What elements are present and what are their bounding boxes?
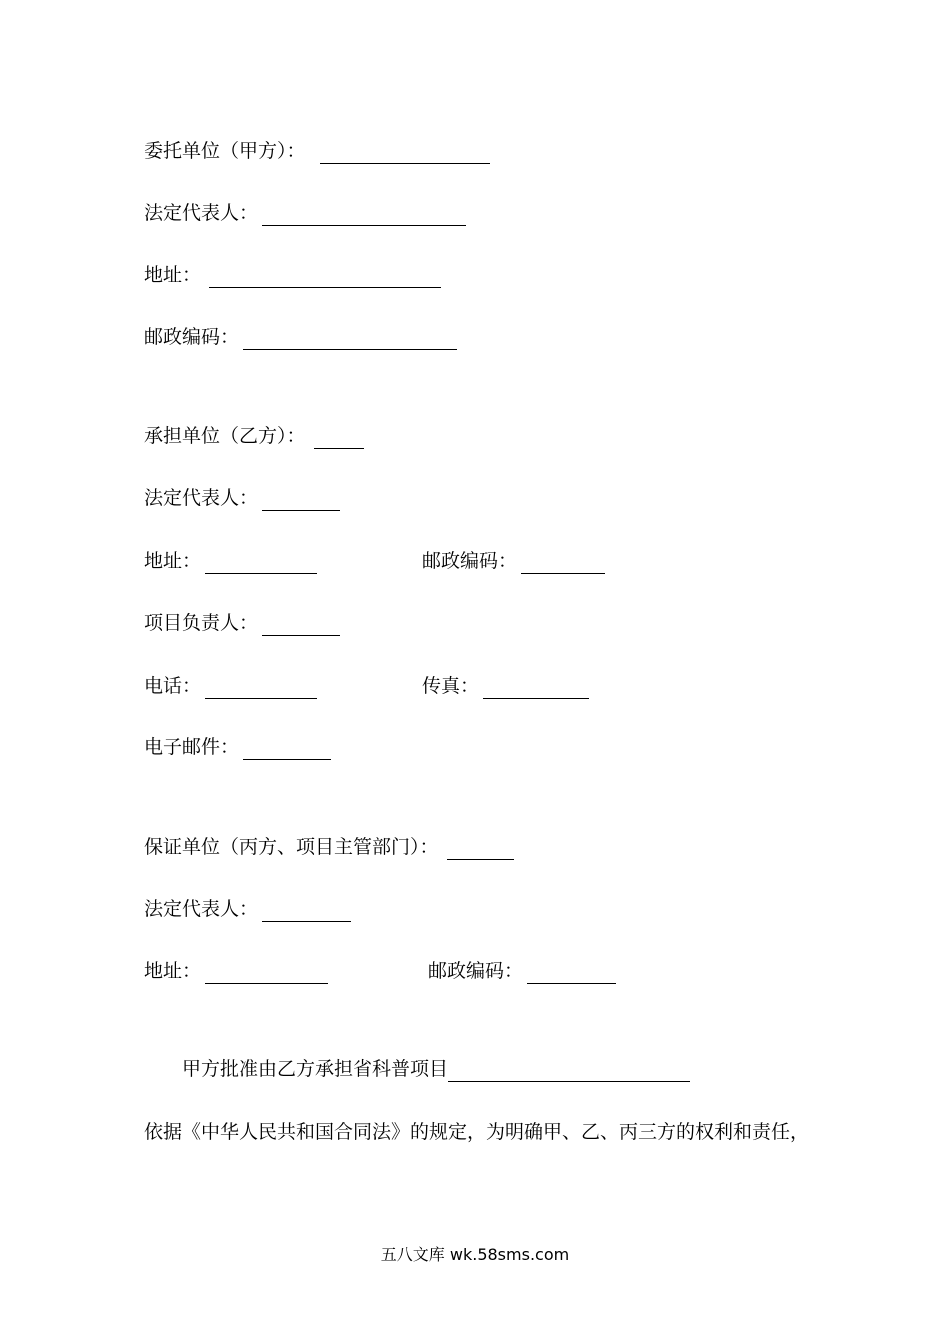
party-c-name-blank[interactable] [447,839,514,860]
party-c-address-row [144,958,328,984]
party-b-project-lead-label: 项目负责人： [144,612,259,634]
party-a-address-blank[interactable] [209,267,441,288]
party-b-postcode-blank[interactable] [521,553,605,574]
party-a-postcode-row [144,324,457,350]
body-paragraph-1 [182,1056,690,1082]
footer-watermark: 五八文库 wk.58sms.com [380,1245,570,1264]
party-a-name-blank[interactable] [320,143,490,164]
party-b-project-lead-blank[interactable] [262,615,340,636]
party-c-postcode-blank[interactable] [527,963,616,984]
party-b-legal-rep-row [144,485,340,511]
party-b-address-label: 地址： [144,550,202,572]
body-paragraph-2-text: 依据《中华人民共和国合同法》的规定，为明确甲、乙、丙三方的权利和责任， [144,1121,810,1143]
party-a-legal-rep-row [144,200,466,226]
party-a-title-row [144,138,490,164]
party-b-name-blank[interactable] [314,428,364,449]
party-c-title: 保证单位（丙方、项目主管部门）： [144,836,439,858]
project-name-blank[interactable] [448,1061,690,1082]
party-b-legal-rep-label: 法定代表人： [144,487,259,509]
party-c-legal-rep-blank[interactable] [262,901,351,922]
party-a-title: 委托单位（甲方）： [144,140,306,162]
party-c-postcode-label: 邮政编码： [428,960,524,982]
party-b-email-blank[interactable] [243,739,331,760]
party-a-postcode-label: 邮政编码： [144,326,240,348]
party-a-legal-rep-label: 法定代表人： [144,202,259,224]
party-b-title: 承担单位（乙方）： [144,425,306,447]
party-b-legal-rep-blank[interactable] [262,490,340,511]
party-a-address-row [144,262,441,288]
party-b-fax-blank[interactable] [483,678,589,699]
party-b-email-label: 电子邮件： [144,736,240,758]
party-b-fax-row [422,673,589,699]
party-b-phone-label: 电话： [144,675,202,697]
party-c-legal-rep-label: 法定代表人： [144,898,259,920]
party-b-project-lead-row [144,610,340,636]
party-a-address-label: 地址： [144,264,202,286]
party-b-fax-label: 传真： [422,675,480,697]
party-b-phone-blank[interactable] [205,678,317,699]
party-b-address-row [144,548,317,574]
party-b-email-row [144,734,331,760]
party-a-postcode-blank[interactable] [243,329,457,350]
party-c-address-label: 地址： [144,960,202,982]
body-paragraph-1-text: 甲方批准由乙方承担省科普项目 [182,1058,449,1080]
body-paragraph-2 [144,1119,809,1145]
party-c-address-blank[interactable] [205,963,328,984]
party-b-postcode-row [422,548,605,574]
party-a-legal-rep-blank[interactable] [262,205,466,226]
party-c-title-row [144,834,514,860]
party-b-postcode-label: 邮政编码： [422,550,518,572]
party-b-phone-row [144,673,317,699]
party-c-legal-rep-row [144,896,351,922]
party-b-address-blank[interactable] [205,553,317,574]
party-b-title-row [144,423,364,449]
party-c-postcode-row [428,958,616,984]
